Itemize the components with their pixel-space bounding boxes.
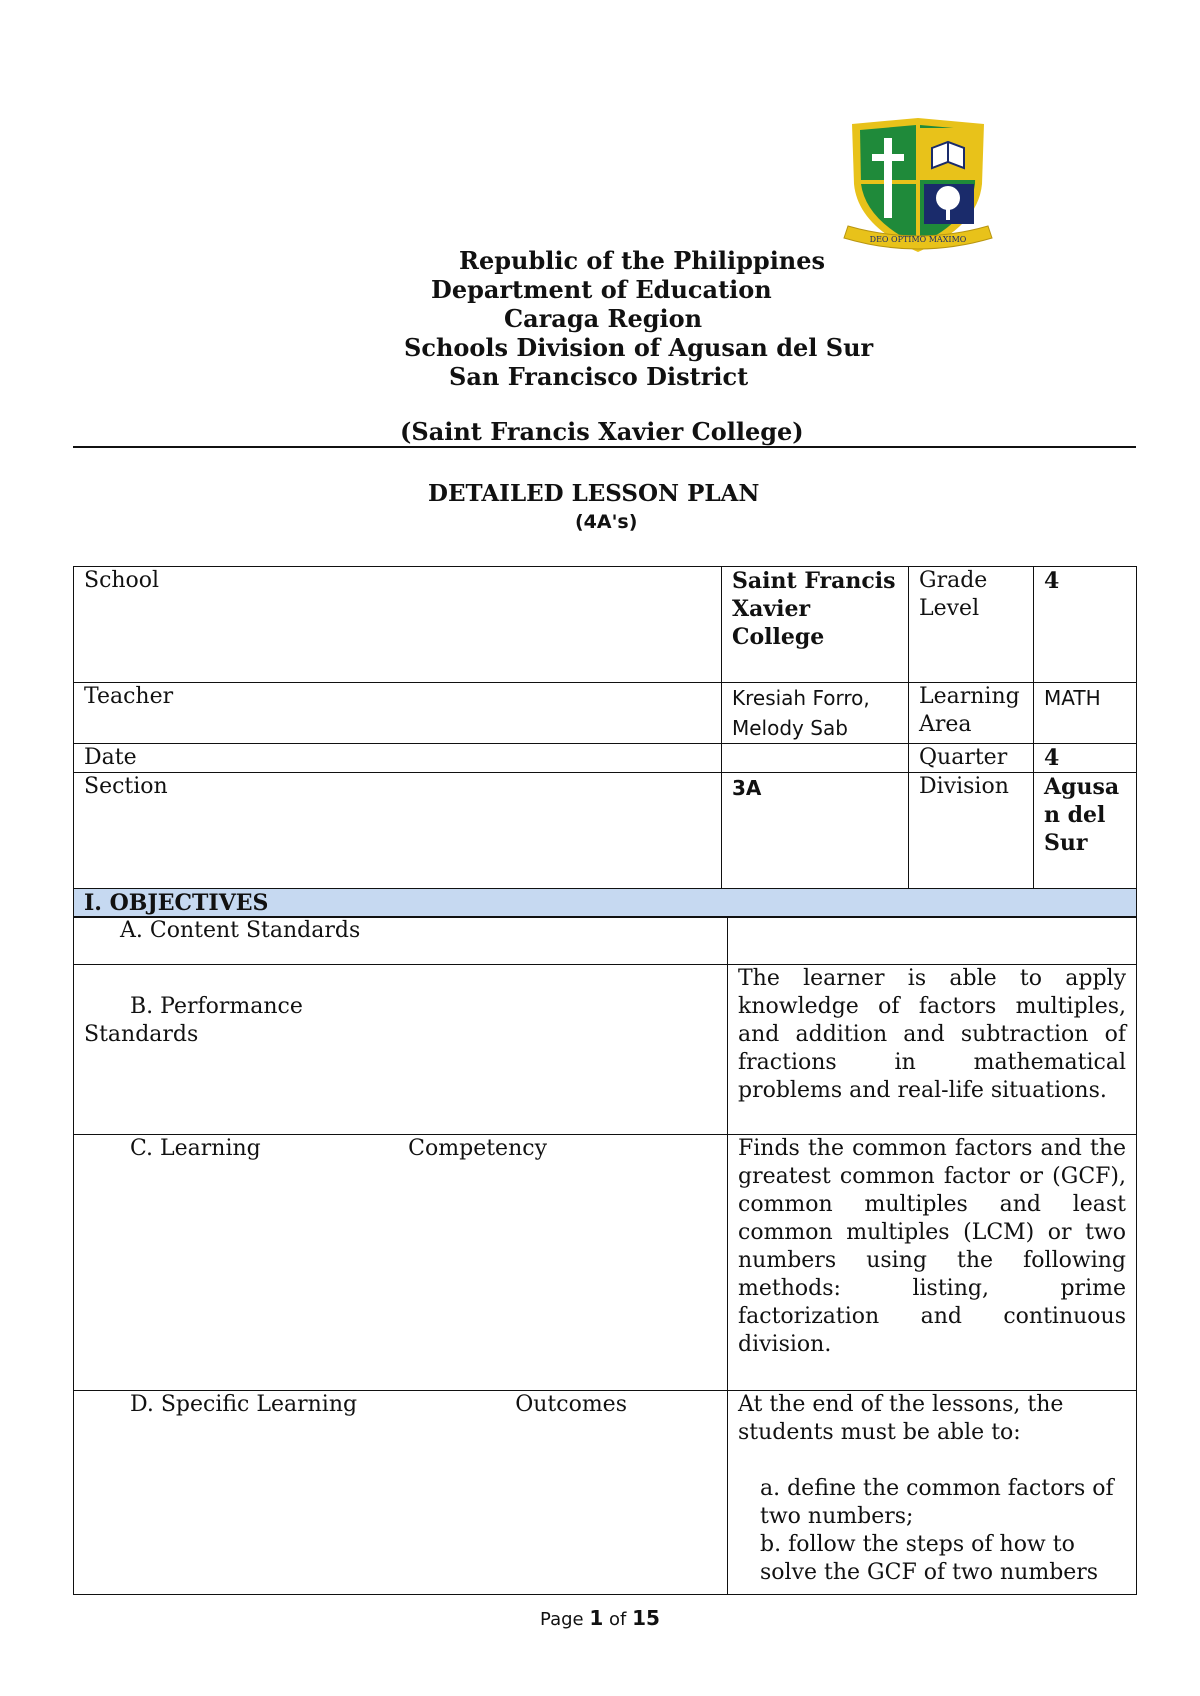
performance-standards-value: The learner is able to apply knowledge of factors multiples, and addition and subtraction of fractions in mathematical problems and real-life situations. <box>728 965 1137 1135</box>
specific-outcomes-label <box>74 1391 728 1595</box>
teacher-label: Teacher <box>74 683 722 744</box>
page-footer <box>0 1606 1200 1630</box>
table-row <box>74 965 1137 1135</box>
performance-label-line2: Standards <box>84 1022 199 1047</box>
footer-page-total: 15 <box>632 1606 660 1630</box>
outcome-item-b: b. follow the steps of how to solve the GCF of two numbers <box>760 1532 1099 1585</box>
outcome-item-b-start <box>738 1531 1126 1587</box>
division-value: Agusan del Sur <box>1034 773 1137 889</box>
competency-label-line1: C. Learning <box>130 1136 261 1161</box>
outcomes-intro: At the end of the lessons, the students must be able to: <box>738 1392 1064 1445</box>
table-row <box>74 773 1137 889</box>
school-value: Saint Francis Xavier College <box>722 567 909 683</box>
date-value <box>722 744 909 773</box>
footer-page-word: Page <box>540 1609 584 1630</box>
grade-level-label: Grade Level <box>909 567 1034 683</box>
grade-level-value: 4 <box>1034 567 1137 683</box>
quarter-label: Quarter <box>909 744 1034 773</box>
header-line-deped: Department of Education <box>431 275 772 304</box>
header-line-region: Caraga Region <box>504 304 703 333</box>
outcomes-label-line2: Outcomes <box>515 1392 627 1417</box>
competency-label-line2: Competency <box>408 1136 547 1161</box>
teacher-value: Kresiah Forro, Melody Sab <box>722 683 909 744</box>
footer-page-number: 1 <box>589 1606 604 1630</box>
learning-competency-value: Finds the common factors and the greatest common factor or (GCF), common multiples and least common multiples (LCM) or two numbers using the following methods: listing, prime factorization and continuous division. <box>728 1135 1137 1391</box>
header-line-district: San Francisco District <box>449 362 749 391</box>
learning-area-label: Learning Area <box>909 683 1034 744</box>
table-row <box>74 1391 1137 1595</box>
specific-outcomes-value <box>728 1391 1137 1595</box>
quarter-value: 4 <box>1034 744 1137 773</box>
school-seal-logo <box>842 114 994 260</box>
learning-competency-label <box>74 1135 728 1391</box>
title-sub: (4A's) <box>575 511 638 533</box>
outcome-item-a-start <box>738 1475 1126 1531</box>
document-title <box>0 480 1200 536</box>
performance-standards-label <box>74 965 728 1135</box>
table-row <box>74 567 1137 683</box>
seal-banner-text: DEO OPTIMO MAXIMO <box>869 235 967 244</box>
content-standards-label: A. Content Standards <box>74 917 728 965</box>
outcomes-label-line1: D. Specific Learning <box>130 1392 358 1417</box>
lesson-info-table <box>73 566 1137 918</box>
letterhead <box>0 246 1200 446</box>
objectives-table <box>73 916 1137 1595</box>
footer-of-word: of <box>609 1609 627 1630</box>
header-line-division: Schools Division of Agusan del Sur <box>404 333 874 362</box>
outcome-item-a: a. define the common factors of two numbers; <box>760 1476 1114 1529</box>
table-row <box>74 683 1137 744</box>
objectives-heading: I. OBJECTIVES <box>74 889 1137 918</box>
content-standards-value <box>728 917 1137 965</box>
learning-area-value: MATH <box>1034 683 1137 744</box>
table-row <box>74 917 1137 965</box>
title-main: DETAILED LESSON PLAN <box>428 480 760 507</box>
section-value: 3A <box>722 773 909 889</box>
date-label: Date <box>74 744 722 773</box>
header-line-republic: Republic of the Philippines <box>459 246 826 275</box>
division-label: Division <box>909 773 1034 889</box>
table-row <box>74 1135 1137 1391</box>
header-divider <box>73 446 1136 448</box>
school-label: School <box>74 567 722 683</box>
section-label: Section <box>74 773 722 889</box>
header-school-name: (Saint Francis Xavier College) <box>400 417 804 446</box>
table-row <box>74 889 1137 918</box>
table-row <box>74 744 1137 773</box>
performance-label-line1: B. Performance <box>130 994 303 1019</box>
